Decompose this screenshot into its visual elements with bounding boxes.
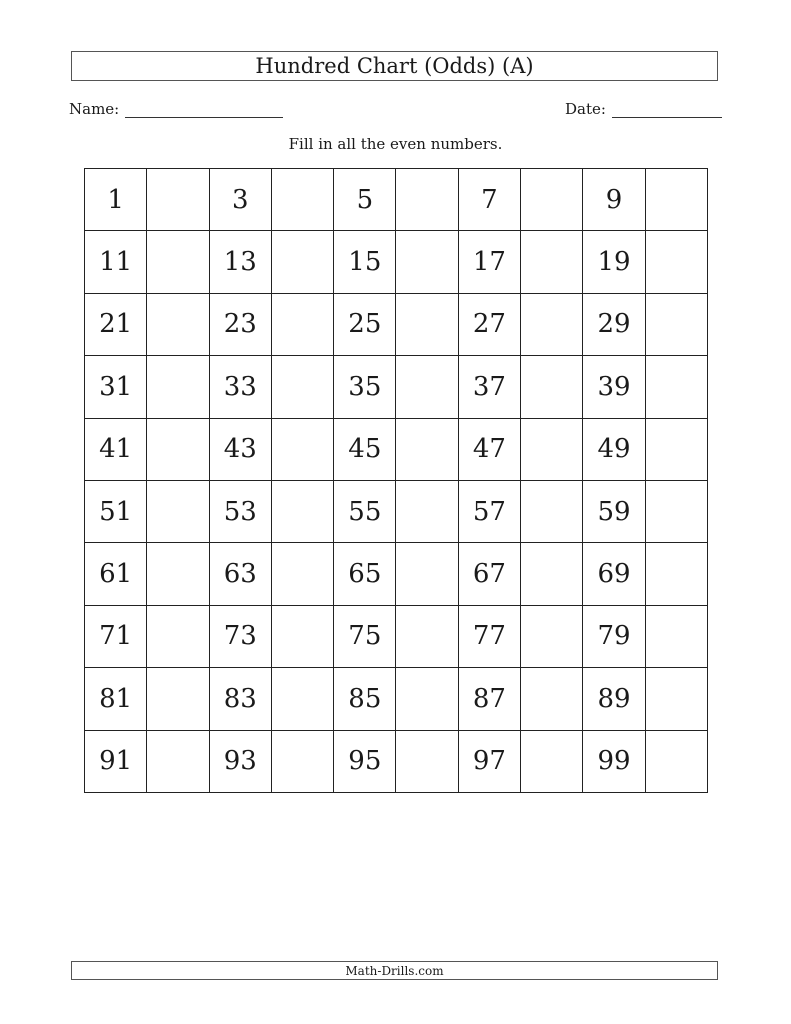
grid-cell-blank[interactable] — [521, 731, 583, 793]
grid-cell-blank[interactable] — [646, 419, 708, 481]
grid-cell-blank[interactable] — [147, 169, 209, 231]
grid-cell-blank[interactable] — [396, 356, 458, 418]
grid-cell-number: 35 — [334, 356, 396, 418]
date-field — [565, 99, 722, 118]
grid-cell-blank[interactable] — [396, 543, 458, 605]
grid-cell-number: 77 — [459, 606, 521, 668]
grid-cell-blank[interactable] — [147, 356, 209, 418]
grid-cell-number: 57 — [459, 481, 521, 543]
grid-cell-number: 21 — [85, 294, 147, 356]
grid-cell-blank[interactable] — [646, 231, 708, 293]
grid-cell-number: 47 — [459, 419, 521, 481]
footer-text: Math-Drills.com — [345, 963, 444, 978]
date-blank-line[interactable] — [612, 99, 722, 118]
grid-cell-blank[interactable] — [396, 231, 458, 293]
grid-cell-number: 9 — [583, 169, 645, 231]
grid-cell-number: 79 — [583, 606, 645, 668]
grid-cell-blank[interactable] — [272, 481, 334, 543]
grid-cell-blank[interactable] — [396, 481, 458, 543]
grid-cell-number: 43 — [210, 419, 272, 481]
grid-cell-number: 39 — [583, 356, 645, 418]
grid-cell-number: 5 — [334, 169, 396, 231]
grid-cell-number: 19 — [583, 231, 645, 293]
grid-cell-number: 63 — [210, 543, 272, 605]
grid-cell-number: 25 — [334, 294, 396, 356]
grid-cell-blank[interactable] — [272, 419, 334, 481]
grid-cell-blank[interactable] — [272, 169, 334, 231]
grid-cell-blank[interactable] — [396, 731, 458, 793]
grid-cell-blank[interactable] — [521, 231, 583, 293]
worksheet-title-text: Hundred Chart (Odds) (A) — [255, 54, 534, 78]
grid-cell-blank[interactable] — [147, 231, 209, 293]
worksheet-title — [71, 51, 718, 81]
grid-cell-blank[interactable] — [272, 356, 334, 418]
grid-cell-blank[interactable] — [646, 543, 708, 605]
grid-cell-number: 83 — [210, 668, 272, 730]
grid-cell-number: 71 — [85, 606, 147, 668]
grid-cell-blank[interactable] — [147, 606, 209, 668]
grid-cell-number: 67 — [459, 543, 521, 605]
grid-cell-blank[interactable] — [646, 294, 708, 356]
name-field — [69, 99, 283, 118]
grid-cell-blank[interactable] — [272, 606, 334, 668]
grid-cell-number: 81 — [85, 668, 147, 730]
grid-cell-blank[interactable] — [521, 169, 583, 231]
hundred-chart-grid — [84, 168, 708, 793]
grid-cell-blank[interactable] — [272, 543, 334, 605]
instructions: Fill in all the even numbers. — [288, 135, 503, 153]
grid-cell-number: 11 — [85, 231, 147, 293]
grid-cell-number: 29 — [583, 294, 645, 356]
grid-cell-blank[interactable] — [147, 543, 209, 605]
grid-cell-blank[interactable] — [272, 294, 334, 356]
name-label: Name: — [69, 100, 120, 118]
grid-cell-blank[interactable] — [147, 481, 209, 543]
grid-cell-number: 73 — [210, 606, 272, 668]
grid-cell-blank[interactable] — [521, 606, 583, 668]
grid-cell-number: 99 — [583, 731, 645, 793]
date-label: Date: — [565, 100, 606, 118]
grid-cell-blank[interactable] — [521, 294, 583, 356]
grid-cell-number: 61 — [85, 543, 147, 605]
grid-cell-blank[interactable] — [147, 419, 209, 481]
grid-cell-blank[interactable] — [646, 668, 708, 730]
grid-cell-blank[interactable] — [272, 231, 334, 293]
grid-cell-number: 41 — [85, 419, 147, 481]
grid-cell-blank[interactable] — [646, 481, 708, 543]
grid-cell-blank[interactable] — [272, 731, 334, 793]
grid-cell-number: 13 — [210, 231, 272, 293]
grid-cell-number: 85 — [334, 668, 396, 730]
grid-cell-number: 49 — [583, 419, 645, 481]
grid-cell-number: 75 — [334, 606, 396, 668]
grid-cell-blank[interactable] — [646, 731, 708, 793]
grid-cell-blank[interactable] — [521, 481, 583, 543]
grid-cell-number: 91 — [85, 731, 147, 793]
grid-cell-blank[interactable] — [521, 419, 583, 481]
grid-cell-number: 1 — [85, 169, 147, 231]
grid-cell-number: 89 — [583, 668, 645, 730]
grid-cell-number: 17 — [459, 231, 521, 293]
footer — [71, 961, 718, 980]
grid-cell-blank[interactable] — [396, 294, 458, 356]
grid-cell-blank[interactable] — [272, 668, 334, 730]
grid-cell-blank[interactable] — [646, 169, 708, 231]
grid-cell-number: 59 — [583, 481, 645, 543]
grid-cell-number: 55 — [334, 481, 396, 543]
grid-cell-number: 31 — [85, 356, 147, 418]
grid-cell-number: 3 — [210, 169, 272, 231]
grid-cell-number: 87 — [459, 668, 521, 730]
grid-cell-number: 27 — [459, 294, 521, 356]
grid-cell-blank[interactable] — [147, 668, 209, 730]
grid-cell-blank[interactable] — [646, 356, 708, 418]
grid-cell-number: 95 — [334, 731, 396, 793]
grid-cell-number: 45 — [334, 419, 396, 481]
grid-cell-blank[interactable] — [521, 668, 583, 730]
grid-cell-blank[interactable] — [396, 169, 458, 231]
grid-cell-number: 97 — [459, 731, 521, 793]
grid-cell-blank[interactable] — [147, 731, 209, 793]
grid-cell-number: 7 — [459, 169, 521, 231]
grid-cell-blank[interactable] — [521, 543, 583, 605]
grid-cell-number: 37 — [459, 356, 521, 418]
grid-cell-number: 93 — [210, 731, 272, 793]
grid-cell-number: 51 — [85, 481, 147, 543]
grid-cell-blank[interactable] — [396, 606, 458, 668]
grid-cell-blank[interactable] — [521, 356, 583, 418]
grid-cell-number: 53 — [210, 481, 272, 543]
grid-cell-blank[interactable] — [646, 606, 708, 668]
grid-cell-number: 69 — [583, 543, 645, 605]
grid-cell-blank[interactable] — [147, 294, 209, 356]
grid-cell-number: 33 — [210, 356, 272, 418]
grid-cell-number: 65 — [334, 543, 396, 605]
grid-cell-number: 23 — [210, 294, 272, 356]
grid-cell-blank[interactable] — [396, 668, 458, 730]
grid-cell-number: 15 — [334, 231, 396, 293]
name-blank-line[interactable] — [125, 99, 283, 118]
grid-cell-blank[interactable] — [396, 419, 458, 481]
